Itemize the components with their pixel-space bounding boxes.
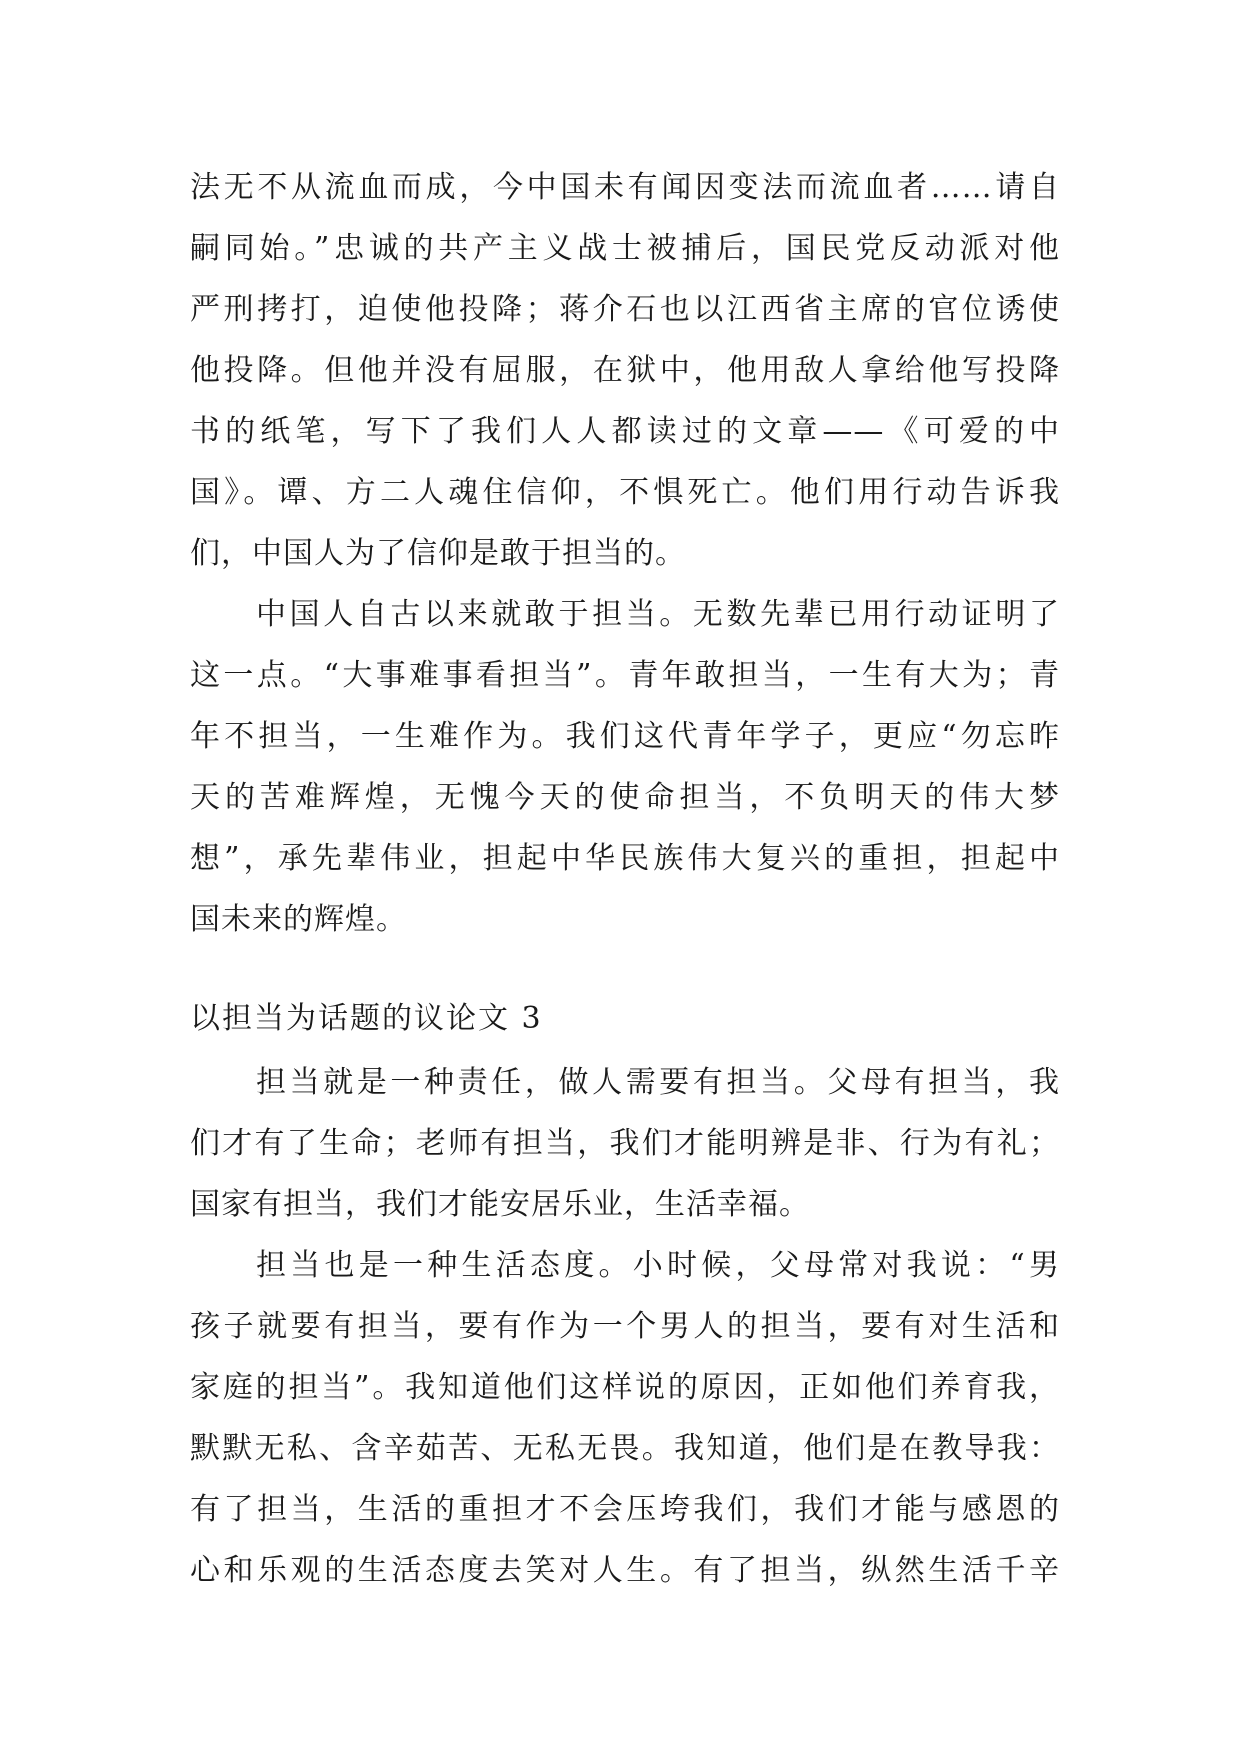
text-line: 嗣同始。”忠诚的共产主义战士被捕后，国民党反动派对他: [190, 231, 1060, 266]
text-line: 严刑拷打，迫使他投降；蒋介石也以江西省主席的官位诱使: [190, 292, 1060, 327]
text-line: 们，中国人为了信仰是敢于担当的。: [190, 536, 686, 571]
text-line: 默默无私、含辛茹苦、无私无畏。我知道，他们是在教导我：: [190, 1431, 1060, 1466]
text-line: 想”，承先辈伟业，担起中华民族伟大复兴的重担，担起中: [190, 841, 1060, 876]
text-line: 们才有了生命；老师有担当，我们才能明辨是非、行为有礼；: [190, 1126, 1060, 1161]
text-line: 有了担当，生活的重担才不会压垮我们，我们才能与感恩的: [190, 1492, 1060, 1527]
text-line: 年不担当，一生难作为。我们这代青年学子，更应“勿忘昨: [190, 719, 1060, 754]
section-title: 以担当为话题的议论文 3: [190, 1001, 543, 1036]
text-line: 这一点。“大事难事看担当”。青年敢担当，一生有大为；青: [190, 658, 1060, 693]
paragraph-first-line: 担当也是一种生活态度。小时候，父母常对我说：“男: [256, 1248, 1060, 1283]
text-line: 法无不从流血而成，今中国未有闻因变法而流血者……请自: [190, 170, 1060, 205]
text-line: 孩子就要有担当，要有作为一个男人的担当，要有对生活和: [190, 1309, 1060, 1344]
text-line: 国未来的辉煌。: [190, 902, 407, 937]
text-line: 心和乐观的生活态度去笑对人生。有了担当，纵然生活千辛: [190, 1553, 1060, 1588]
text-line: 书的纸笔，写下了我们人人都读过的文章——《可爱的中: [190, 414, 1060, 449]
text-line: 他投降。但他并没有屈服，在狱中，他用敌人拿给他写投降: [190, 353, 1060, 388]
text-line: 国家有担当，我们才能安居乐业，生活幸福。: [190, 1187, 810, 1222]
text-line: 家庭的担当”。我知道他们这样说的原因，正如他们养育我，: [190, 1370, 1060, 1405]
paragraph-first-line: 担当就是一种责任，做人需要有担当。父母有担当，我: [256, 1065, 1060, 1100]
text-line: 天的苦难辉煌，无愧今天的使命担当，不负明天的伟大梦: [190, 780, 1060, 815]
text-line: 国》。谭、方二人魂住信仰，不惧死亡。他们用行动告诉我: [190, 475, 1060, 510]
paragraph-first-line: 中国人自古以来就敢于担当。无数先辈已用行动证明了: [256, 597, 1060, 632]
